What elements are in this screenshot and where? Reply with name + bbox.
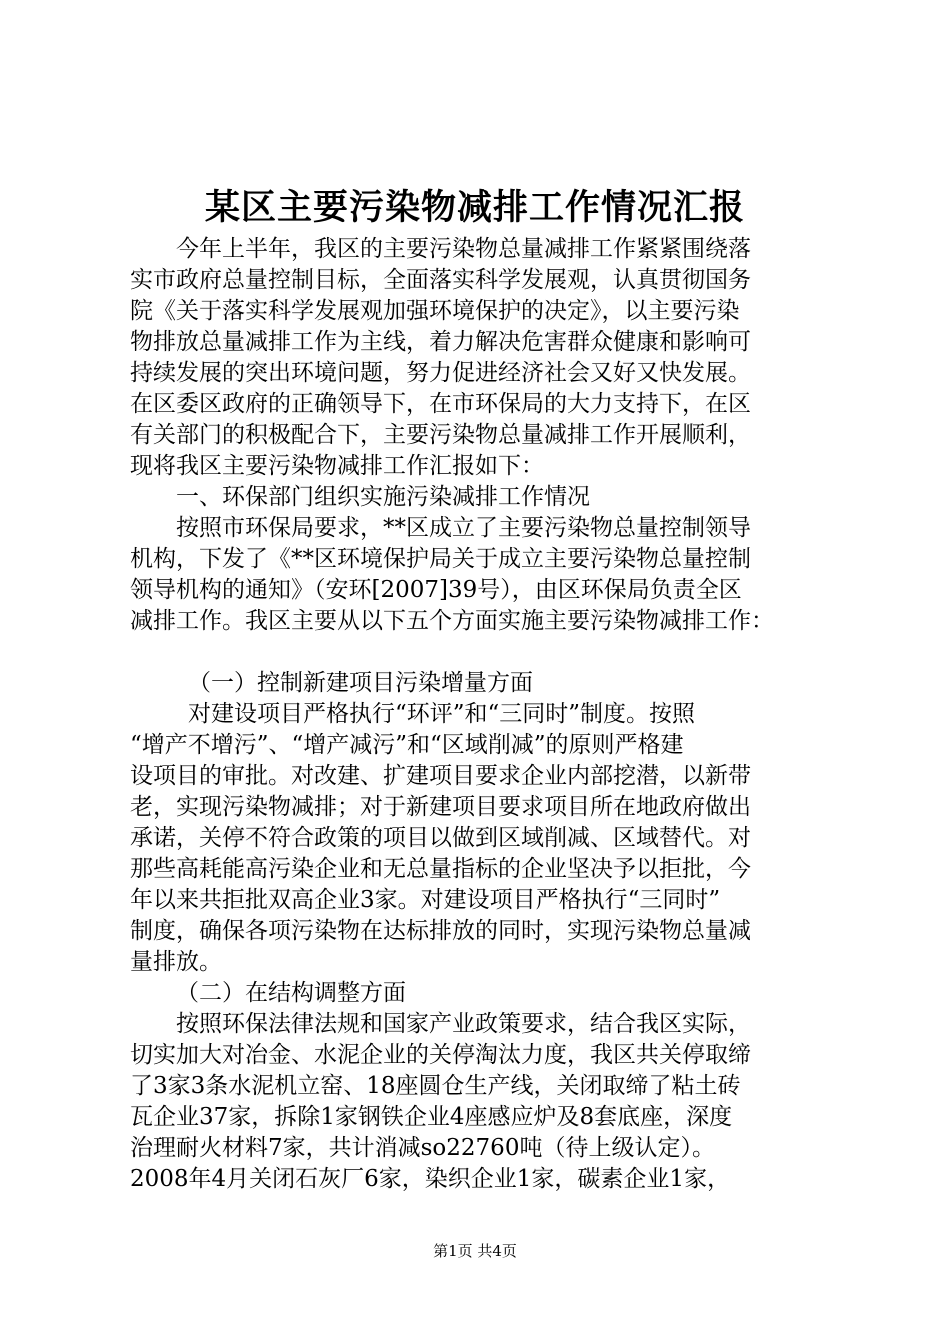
body-line: 年以来共拒批双高企业3家。对建设项目严格执行“三同时”: [130, 887, 721, 913]
document-body: [130, 234, 830, 1195]
body-line: 减排工作。我区主要从以下五个方面实施主要污染物减排工作：: [130, 608, 774, 634]
body-line: 院《关于落实科学发展观加强环境保护的决定》，以主要污染: [130, 298, 740, 324]
body-line: 对建设项目严格执行“环评”和“三同时”制度。按照: [188, 701, 696, 727]
body-line: 制度，确保各项污染物在达标排放的同时，实现污染物总量减: [130, 918, 751, 944]
body-line: 按照市环保局要求，**区成立了主要污染物总量控制领导: [176, 515, 751, 541]
body-line: 了3家3条水泥机立窑、18座圆仓生产线，关闭取缔了粘土砖: [130, 1073, 741, 1099]
body-line: 量排放。: [130, 949, 222, 975]
blank-line: [130, 637, 830, 668]
body-line: 实市政府总量控制目标，全面落实科学发展观，认真贯彻国务: [130, 267, 751, 293]
section-heading: 一、环保部门组织实施污染减排工作情况: [176, 484, 590, 510]
page-footer: 第1页 共4页: [433, 1242, 517, 1260]
body-line: 瓦企业37家，拆除1家钢铁企业4座感应炉及8套底座，深度: [130, 1104, 733, 1130]
body-line: 在区委区政府的正确领导下，在市环保局的大力支持下，在区: [130, 391, 751, 417]
body-line: 机构，下发了《**区环境保护局关于成立主要污染物总量控制: [130, 546, 751, 572]
body-line: 设项目的审批。对改建、扩建项目要求企业内部挖潜，以新带: [130, 763, 751, 789]
body-line: 老，实现污染物减排；对于新建项目要求项目所在地政府做出: [130, 794, 751, 820]
body-line: 治理耐火材料7家，共计消减so22760吨（待上级认定）。: [130, 1135, 715, 1161]
body-line: 现将我区主要污染物减排工作汇报如下：: [130, 453, 544, 479]
body-line: 物排放总量减排工作为主线，着力解决危害群众健康和影响可: [130, 329, 751, 355]
body-line: 那些高耗能高污染企业和无总量指标的企业坚决予以拒批，今: [130, 856, 751, 882]
body-line: 领导机构的通知》（安环[2007]39号），由区环保局负责全区: [130, 577, 742, 603]
subsection-heading: （一）控制新建项目污染增量方面: [188, 670, 533, 696]
subsection-heading: （二）在结构调整方面: [176, 980, 406, 1006]
body-line: 有关部门的积极配合下，主要污染物总量减排工作开展顺利，: [130, 422, 751, 448]
body-line: 2008年4月关闭石灰厂6家，染织企业1家，碳素企业1家，: [130, 1166, 731, 1192]
body-line: 承诺，关停不符合政策的项目以做到区域削减、区域替代。对: [130, 825, 751, 851]
body-line: 切实加大对冶金、水泥企业的关停淘汰力度，我区共关停取缔: [130, 1042, 751, 1068]
body-line: 持续发展的突出环境问题，努力促进经济社会又好又快发展。: [130, 360, 751, 386]
document-title: 某区主要污染物减排工作情况汇报: [204, 187, 745, 228]
body-line: 按照环保法律法规和国家产业政策要求，结合我区实际，: [176, 1011, 751, 1037]
body-line: “增产不增污”、“增产减污”和“区域削减”的原则严格建: [130, 732, 684, 758]
body-line: 今年上半年，我区的主要污染物总量减排工作紧紧围绕落: [176, 236, 751, 262]
